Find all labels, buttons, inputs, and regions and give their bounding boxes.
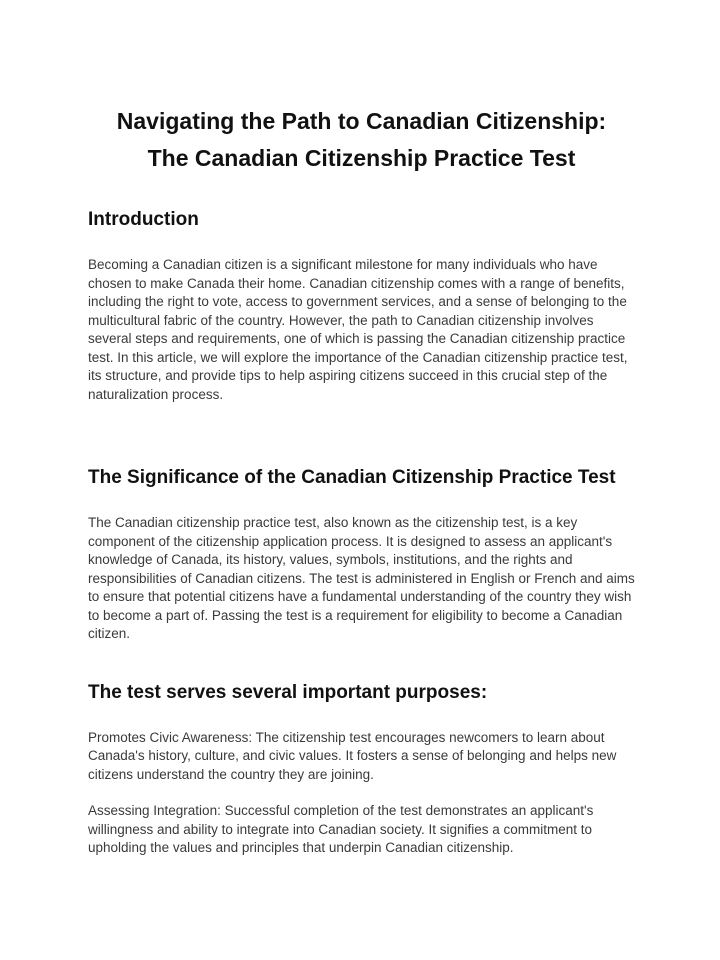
paragraph-purposes-civic-awareness: Promotes Civic Awareness: The citizenship test encourages newcomers to learn about Canada's history, culture, and civic values. It fosters a sense of belonging and helps new citizens understand the country they are joining. xyxy=(88,729,617,782)
document-title-line-1: Navigating the Path to Canadian Citizenship: xyxy=(116,108,607,134)
section-significance xyxy=(88,466,635,644)
paragraph-purposes-assessing-integration: Assessing Integration: Successful completion of the test demonstrates an applicant's willingness and ability to integrate into Canadian society. It signifies a commitment to upholding the values and principles that underpin Canadian citizenship. xyxy=(88,803,594,855)
section-heading-introduction: Introduction xyxy=(88,209,199,230)
paragraph-significance-1: The Canadian citizenship practice test, also known as the citizenship test, is a key component of the citizenship application process. It is designed to assess an applicant's knowledge of Canada, its history, values, symbols, institutions, and the rights and responsibilities of Canadian citizens. The test is administered in English or French and aims to ensure that potential citizens have a fundamental understanding of the country they wish to become a part of. Passing the test is a requirement for eligibility to become a Canadian citizen. xyxy=(88,515,635,641)
section-purposes xyxy=(88,681,635,858)
paragraph-introduction-1: Becoming a Canadian citizen is a significant milestone for many individuals who have chosen to make Canada their home. Canadian citizenship comes with a range of benefits, including the right to vote, access to government services, and a sense of belonging to the multicultural fabric of the country. However, the path to Canadian citizenship involves several steps and requirements, one of which is passing the Canadian citizenship practice test. In this article, we will explore the importance of the Canadian citizenship practice test, its structure, and provide tips to help aspiring citizens succeed in this crucial step of the naturalization process. xyxy=(88,257,628,402)
document-title xyxy=(88,103,635,177)
section-heading-significance: The Significance of the Canadian Citizenship Practice Test xyxy=(88,467,616,488)
section-heading-purposes: The test serves several important purposes: xyxy=(88,681,488,703)
section-introduction xyxy=(88,208,635,404)
document-title-line-2: The Canadian Citizenship Practice Test xyxy=(147,145,576,171)
